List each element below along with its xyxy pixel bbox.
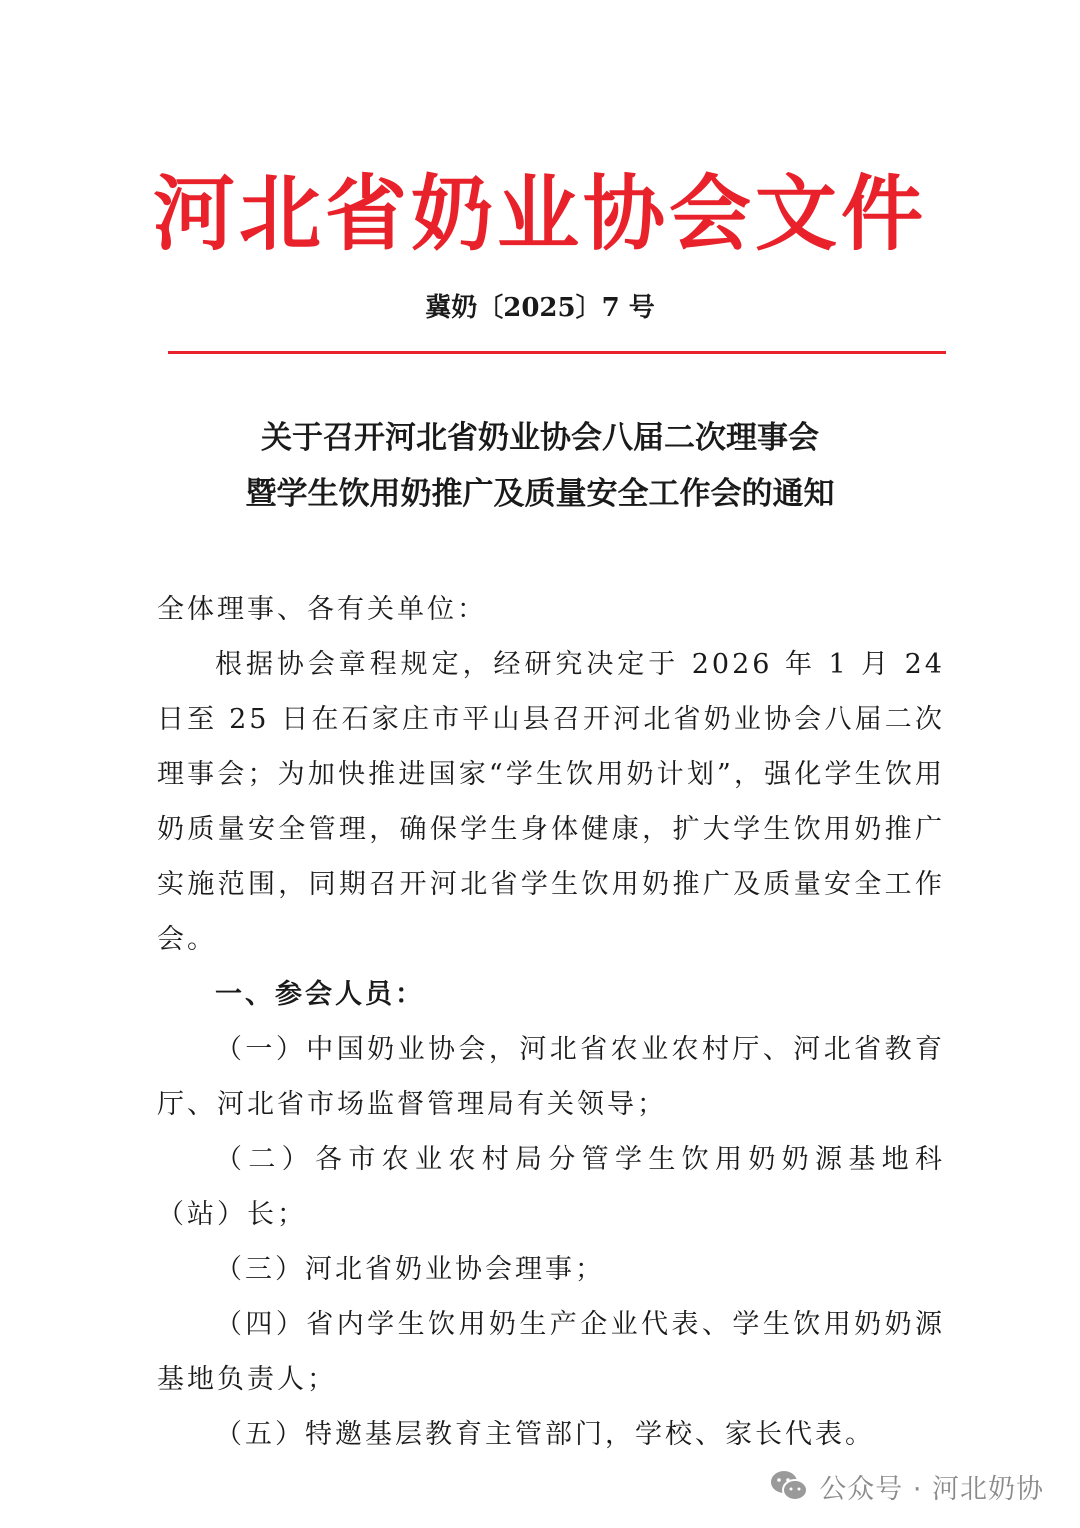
attendee-item-5: （五）特邀基层教育主管部门，学校、家长代表。: [215, 1419, 875, 1450]
section-heading-attendees: 一、参会人员：: [215, 979, 425, 1010]
watermark-text: 公众号 · 河北奶协: [819, 1473, 1044, 1505]
notice-body: [157, 582, 945, 1462]
document-number: 冀奶〔2025〕7 号: [425, 293, 655, 323]
attendee-item-4: （四）省内学生饮用奶生产企业代表、学生饮用奶奶源基地负责人；: [157, 1309, 945, 1395]
notice-title: [0, 410, 1080, 522]
wechat-icon: [769, 1469, 809, 1503]
notice-title-line-2: 暨学生饮用奶推广及质量安全工作会的通知: [245, 476, 835, 512]
salutation: 全体理事、各有关单位：: [157, 594, 487, 625]
attendee-item-3: （三）河北省奶业协会理事；: [215, 1254, 605, 1285]
red-divider-line: [168, 351, 946, 354]
wechat-watermark: [769, 1462, 1044, 1510]
attendee-item-2: （二）各市农业农村局分管学生饮用奶奶源基地科（站）长；: [157, 1144, 945, 1230]
attendee-item-1: （一）中国奶业协会，河北省农业农村厅、河北省教育厅、河北省市场监督管理局有关领导；: [157, 1034, 945, 1120]
document-header-title: 河北省奶业协会文件: [152, 167, 927, 262]
intro-paragraph: 根据协会章程规定，经研究决定于 2026 年 1 月 24 日至 25 日在石家庄市平山县召开河北省奶业协会八届二次理事会；为加快推进国家“学生饮用奶计划”，强化学生饮用奶质量安全管理，确保学生身体健康，扩大学生饮用奶推广实施范围，同期召开河北省学生饮用奶推广及质量安全工作会。: [157, 649, 945, 955]
notice-title-line-1: 关于召开河北省奶业协会八届二次理事会: [261, 420, 819, 456]
